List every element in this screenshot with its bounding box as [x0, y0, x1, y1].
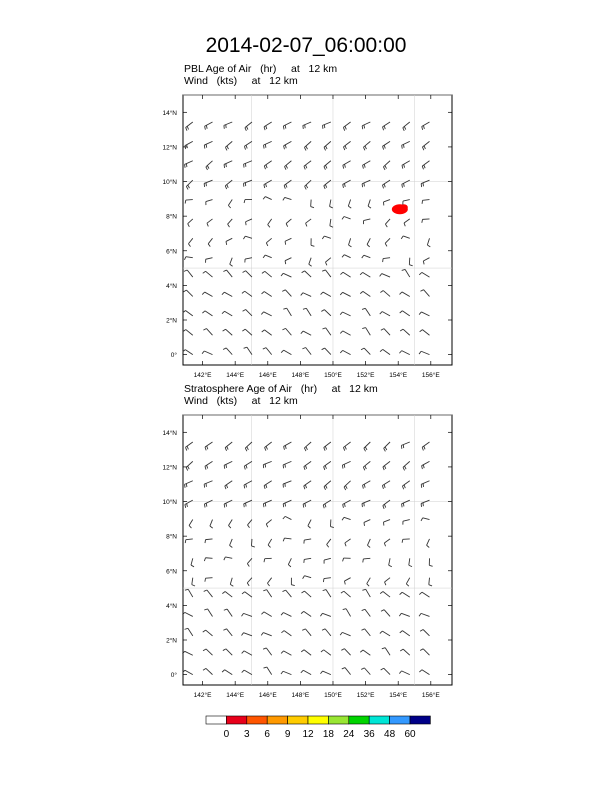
x-tick-label: 156°E	[421, 372, 440, 379]
colorbar	[206, 716, 430, 740]
y-tick-label: 10°N	[162, 499, 177, 507]
y-tick-label: 6°N	[166, 248, 177, 256]
panel1-subtitle-line1: PBL Age of Air (hr) at 12 km	[184, 63, 338, 75]
y-tick-label: 6°N	[166, 568, 177, 576]
x-tick-label: 150°E	[324, 372, 342, 379]
x-tick-label: 152°E	[356, 372, 375, 379]
y-tick-label: 14°N	[162, 429, 177, 437]
colorbar-swatch	[369, 716, 389, 724]
y-tick-label: 8°N	[166, 533, 177, 541]
colorbar-swatch	[328, 716, 348, 724]
y-tick-label: 2°N	[166, 317, 177, 325]
colorbar-label: 60	[404, 729, 416, 740]
x-tick-label: 150°E	[324, 692, 342, 699]
stratosphere-age-of-air-panel	[162, 415, 452, 699]
y-tick-label: 4°N	[166, 282, 177, 290]
colorbar-label: 36	[363, 729, 375, 740]
panel2-subtitle-line1: Stratosphere Age of Air (hr) at 12 km	[184, 383, 378, 395]
map-frame	[183, 95, 452, 365]
colorbar-swatch	[226, 716, 246, 724]
x-tick-label: 144°E	[226, 372, 245, 379]
y-tick-label: 14°N	[162, 109, 177, 117]
x-tick-label: 144°E	[226, 692, 245, 699]
colorbar-label: 18	[322, 729, 334, 740]
x-tick-label: 146°E	[258, 372, 277, 379]
colorbar-swatch	[267, 716, 287, 724]
x-tick-label: 148°E	[291, 372, 310, 379]
colorbar-label: 3	[244, 729, 250, 740]
colorbar-swatch	[288, 716, 308, 724]
colorbar-label: 9	[284, 729, 291, 740]
x-tick-label: 146°E	[258, 692, 277, 699]
map-frame	[183, 415, 452, 685]
pbl-age-of-air-panel	[162, 95, 452, 379]
colorbar-swatch	[247, 716, 267, 724]
y-tick-label: 12°N	[162, 144, 177, 152]
y-tick-label: 10°N	[162, 179, 177, 187]
colorbar-swatch	[349, 716, 369, 724]
y-tick-label: 2°N	[166, 637, 177, 645]
y-tick-label: 12°N	[162, 464, 177, 472]
colorbar-label: 0	[223, 729, 230, 740]
y-tick-label: 4°N	[166, 602, 177, 610]
colorbar-swatch	[410, 716, 430, 724]
colorbar-label: 48	[384, 729, 396, 740]
age-of-air-contour	[400, 204, 408, 210]
panel1-subtitle-line2: Wind (kts) at 12 km	[184, 75, 298, 87]
x-tick-label: 142°E	[193, 692, 212, 699]
x-tick-label: 142°E	[193, 372, 212, 379]
colorbar-swatch	[308, 716, 328, 724]
x-tick-label: 156°E	[421, 692, 440, 699]
colorbar-label: 24	[343, 729, 355, 740]
x-tick-label: 152°E	[356, 692, 375, 699]
y-tick-label: 0°	[170, 672, 177, 680]
x-tick-label: 154°E	[389, 692, 408, 699]
panel2-subtitle-line2: Wind (kts) at 12 km	[184, 395, 298, 407]
colorbar-swatch	[206, 716, 226, 724]
colorbar-label: 12	[302, 729, 314, 740]
y-tick-label: 8°N	[166, 213, 177, 221]
map-title: 2014-02-07_06:00:00	[205, 34, 407, 57]
x-tick-label: 154°E	[389, 372, 408, 379]
y-tick-label: 0°	[170, 352, 177, 360]
x-tick-label: 148°E	[291, 692, 310, 699]
colorbar-swatch	[390, 716, 410, 724]
colorbar-label: 6	[264, 729, 270, 740]
